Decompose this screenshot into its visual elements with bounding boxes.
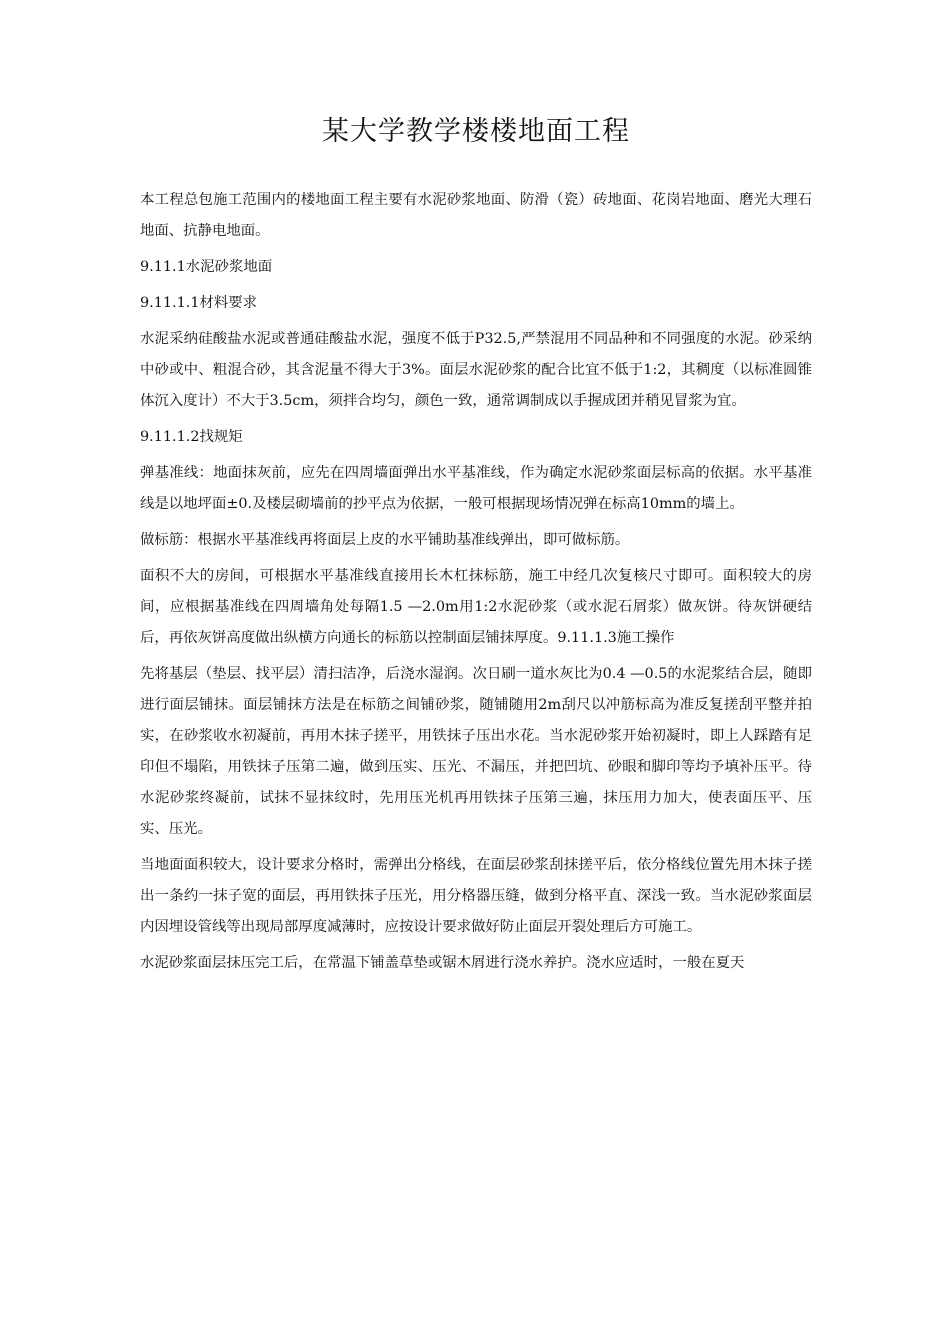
operation-paragraph: 先将基层（垫层、找平层）清扫洁净，后浇水湿润。次日刷一道水灰比为0.4 —0.5的水泥浆结合层，随即进行面层铺抹。面层铺抹方法是在标筋之间铺砂浆，随铺随用2m刮尺以冲筋标高为准反复搓刮平整并拍实，在砂浆收水初凝前，再用木抹子搓平，用铁抹子压出水花。当水泥砂浆开始初凝时，即上人踩踏有足印但不塌陷，用铁抹子压第二遍，做到压实、压光、不漏压，并把凹坑、砂眼和脚印等均予填补压平。待水泥砂浆终凝前，试抹不显抹纹时，先用压光机再用铁抹子压第三遍，抹压用力加大，使表面压平、压实、压光。 <box>140 666 812 837</box>
marking-paragraph: 做标筋：根据水平基准线再将面层上皮的水平铺助基准线弹出，即可做标筋。 <box>140 532 630 548</box>
curing-paragraph: 水泥砂浆面层抹压完工后，在常温下铺盖草垫或锯木屑进行浇水养护。浇水应适时，一般在夏天 <box>140 955 745 971</box>
room-size-paragraph: 面积不大的房间，可根据水平基准线直接用长木杠抹标筋，施工中经几次复核尺寸即可。面积较大的房间，应根据基准线在四周墙角处每隔1.5 —2.0m用1:2水泥砂浆（或水泥石屑浆）做灰饼。待灰饼硬结后，再依灰饼高度做出纵横方向通长的标筋以控制面层铺抹厚度。9.11.1.3施工操作 <box>140 568 812 646</box>
section-heading-9-11-1-2: 9.11.1.2找规矩 <box>140 429 243 445</box>
grid-paragraph: 当地面面积较大，设计要求分格时，需弹出分格线，在面层砂浆刮抹搓平后，依分格线位置先用木抹子搓出一条约一抹子宽的面层，再用铁抹子压光，用分格器压缝，做到分格平直、深浅一致。当水泥砂浆面层内因埋设管线等出现局部厚度减薄时，应按设计要求做好防止面层开裂处理后方可施工。 <box>140 857 812 935</box>
baseline-paragraph: 弹基准线：地面抹灰前，应先在四周墙面弹出水平基准线，作为确定水泥砂浆面层标高的依据。水平基准线是以地坪面±0.及楼层砌墙前的抄平点为依据，一般可根据现场情况弹在标高10mm的墙上。 <box>140 465 812 512</box>
document-page <box>140 112 812 984</box>
materials-paragraph: 水泥采纳硅酸盐水泥或普通硅酸盐水泥，强度不低于P32.5,严禁混用不同品种和不同强度的水泥。砂采纳中砂或中、粗混合砂，其含泥量不得大于3%。面层水泥砂浆的配合比宜不低于1:2，其稠度（以标准圆锥体沉入度计）不大于3.5cm，须拌合均匀，颜色一致，通常调制成以手握成团并稍见冒浆为宜。 <box>140 331 812 409</box>
section-heading-9-11-1: 9.11.1水泥砂浆地面 <box>140 259 273 275</box>
document-title: 某大学教学楼楼地面工程 <box>322 116 630 147</box>
intro-paragraph: 本工程总包施工范围内的楼地面工程主要有水泥砂浆地面、防滑（瓷）砖地面、花岗岩地面、磨光大理石地面、抗静电地面。 <box>140 192 812 239</box>
section-heading-9-11-1-1: 9.11.1.1材料要求 <box>140 295 258 311</box>
